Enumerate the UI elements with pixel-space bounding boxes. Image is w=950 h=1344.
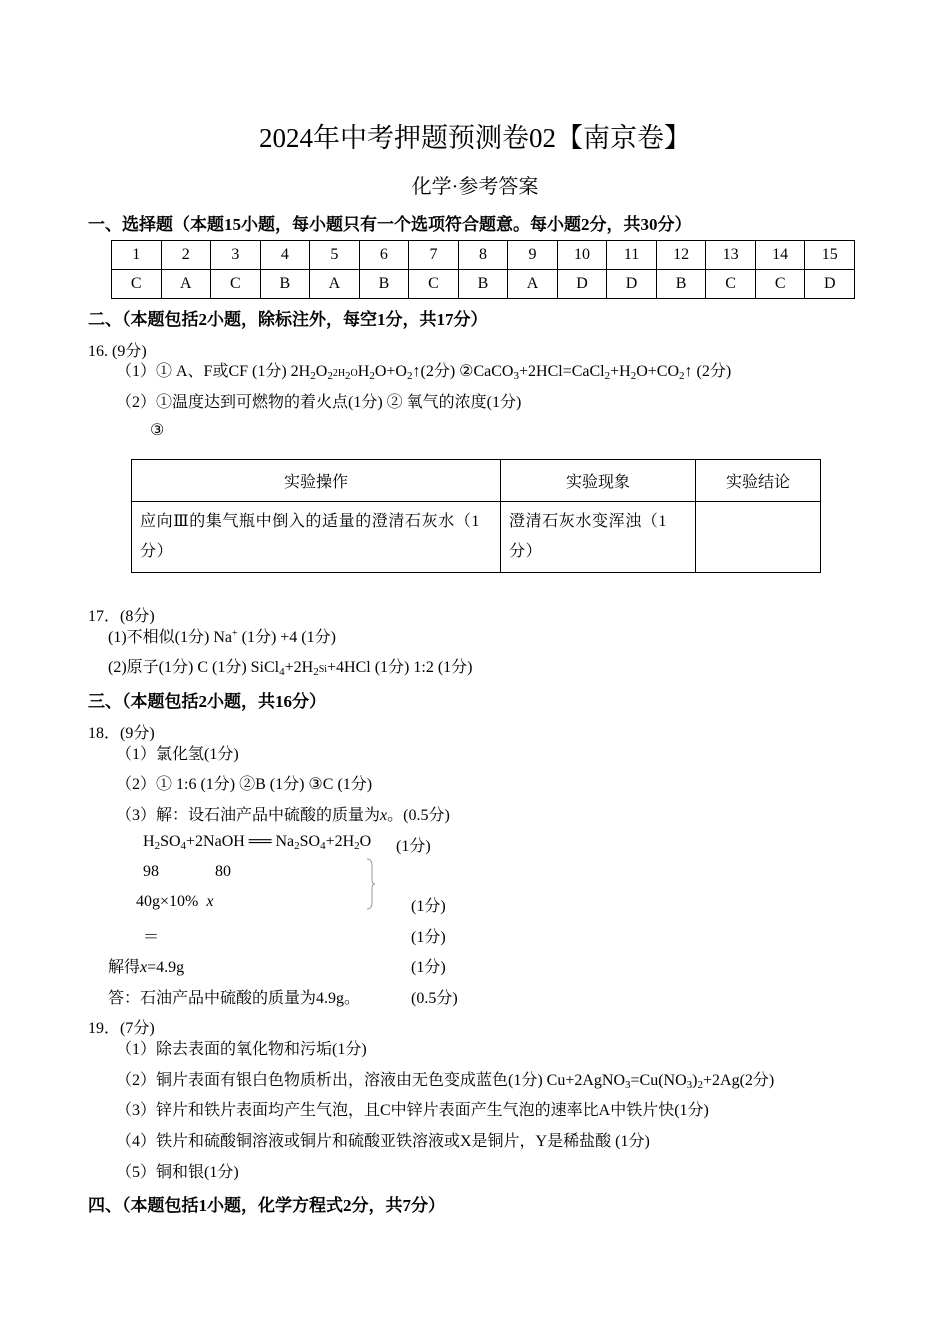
question-number-cell: 2	[161, 241, 211, 270]
answer-table	[111, 240, 855, 299]
q17-line1: (1)不相似(1分) Na+ (1分) +4 (1分)	[108, 628, 336, 646]
answer-cell: D	[607, 270, 657, 299]
answer-cell: D	[805, 270, 855, 299]
exp-operation: 应向Ⅲ的集气瓶中倒入的适量的澄清石灰水（1分）	[132, 502, 501, 573]
answer-cell: A	[508, 270, 558, 299]
q18-equation-score: (1分)	[396, 838, 431, 855]
q18-answer: 答：石油产品中硫酸的质量为4.9g。	[108, 990, 361, 1007]
answer-cell: C	[706, 270, 756, 299]
q18-solution-score: (1分)	[411, 959, 446, 976]
section4-heading: 四、（本题包括1小题，化学方程式2分，共7分）	[88, 1196, 445, 1215]
q18-ratio-score: (1分)	[411, 929, 446, 946]
section2-heading: 二、（本题包括2小题，除标注外，每空1分，共17分）	[88, 310, 488, 329]
q18-ratio: ＝	[143, 929, 160, 946]
answer-cell: B	[260, 270, 310, 299]
section1-heading: 一、选择题（本题15小题，每小题只有一个选项符合题意。每小题2分，共30分）	[88, 215, 692, 234]
question-number-cell: 8	[458, 241, 508, 270]
question-number-cell: 14	[755, 241, 805, 270]
question-number-cell: 11	[607, 241, 657, 270]
q18-molar-mass-1: 98	[143, 863, 159, 880]
question-number-cell: 12	[656, 241, 706, 270]
answer-cell: B	[359, 270, 409, 299]
answer-cell: D	[557, 270, 607, 299]
exp-phenomenon: 澄清石灰水变浑浊（1分）	[501, 502, 696, 573]
question-number-cell: 3	[211, 241, 261, 270]
question-number-cell: 5	[310, 241, 360, 270]
q16-line3: ③	[150, 422, 165, 439]
q19-line5: （5）铜和银(1分)	[116, 1164, 239, 1181]
q18-answer-score: (0.5分)	[411, 990, 458, 1007]
q17-label: 17．(8分)	[88, 608, 155, 625]
answer-cell: B	[458, 270, 508, 299]
q18-label: 18．(9分)	[88, 725, 155, 742]
question-number-cell: 7	[409, 241, 459, 270]
q17-line2: (2)原子(1分) C (1分) $SiCl_4+2H_2Si+4HCl$ (1分) 1:2 (1分)	[108, 659, 473, 678]
exp-conclusion	[696, 502, 821, 573]
q18-molar-mass-2: 80	[215, 863, 231, 880]
answer-cell: C	[409, 270, 459, 299]
q18-line1: （1）氯化氢(1分)	[116, 746, 239, 763]
question-number-cell: 1	[112, 241, 162, 270]
q18-solution: 解得x=4.9g	[108, 959, 185, 976]
question-number-cell: 15	[805, 241, 855, 270]
question-number-cell: 4	[260, 241, 310, 270]
q19-line3: （3）锌片和铁片表面均产生气泡，且C中锌片表面产生气泡的速率比A中铁片快(1分)	[116, 1102, 709, 1119]
section3-heading: 三、（本题包括2小题，共16分）	[88, 692, 326, 711]
question-number-cell: 10	[557, 241, 607, 270]
exp-header-phenomenon: 实验现象	[501, 460, 696, 502]
question-number-cell: 9	[508, 241, 558, 270]
experiment-table	[131, 459, 821, 573]
q16-label: 16. (9分)	[88, 343, 147, 360]
q19-label: 19．(7分)	[88, 1020, 155, 1037]
q18-line3: （3）解：设石油产品中硫酸的质量为x。(0.5分)	[116, 807, 450, 824]
answer-cell: A	[310, 270, 360, 299]
question-number-row	[112, 241, 855, 270]
answer-row	[112, 270, 855, 299]
q19-line4: （4）铁片和硫酸铜溶液或铜片和硫酸亚铁溶液或X是铜片，Y是稀盐酸 (1分)	[116, 1133, 650, 1150]
question-number-cell: 6	[359, 241, 409, 270]
answer-cell: C	[211, 270, 261, 299]
question-number-cell: 13	[706, 241, 756, 270]
answer-cell: C	[755, 270, 805, 299]
q19-line2: （2）铜片表面有银白色物质析出，溶液由无色变成蓝色(1分) $Cu+2AgNO_3=Cu(NO_3)_2+2Ag(2$分)	[116, 1072, 775, 1091]
q18-given: 40g×10% x	[136, 893, 214, 910]
q19-line1: （1）除去表面的氧化物和污垢(1分)	[116, 1041, 367, 1058]
q18-given-score: (1分)	[411, 898, 446, 915]
answer-cell: C	[112, 270, 162, 299]
q16-line1: （1）① A、F或CF (1分) $2H_2O_22H_2OH_2O+O_2↑(2$分) $②CaCO_3+2HCl=CaCl_2+H_2O+CO_2↑$ (2分)	[116, 363, 732, 382]
q18-line2: （2）① 1:6 (1分) ②B (1分) ③C (1分)	[116, 776, 373, 793]
answer-cell: A	[161, 270, 211, 299]
answer-cell: B	[656, 270, 706, 299]
q16-line2: （2）①温度达到可燃物的着火点(1分) ② 氧气的浓度(1分)	[116, 394, 522, 411]
q18-equation: $H_2SO_4+2NaOH$ ══ $Na_2SO_4+2H_2O$	[143, 833, 372, 852]
brace-icon	[366, 858, 376, 910]
exp-header-operation: 实验操作	[132, 460, 501, 502]
page-subtitle: 化学·参考答案	[411, 176, 539, 198]
exp-header-conclusion: 实验结论	[696, 460, 821, 502]
page-title: 2024年中考押题预测卷02【南京卷】	[259, 123, 691, 153]
